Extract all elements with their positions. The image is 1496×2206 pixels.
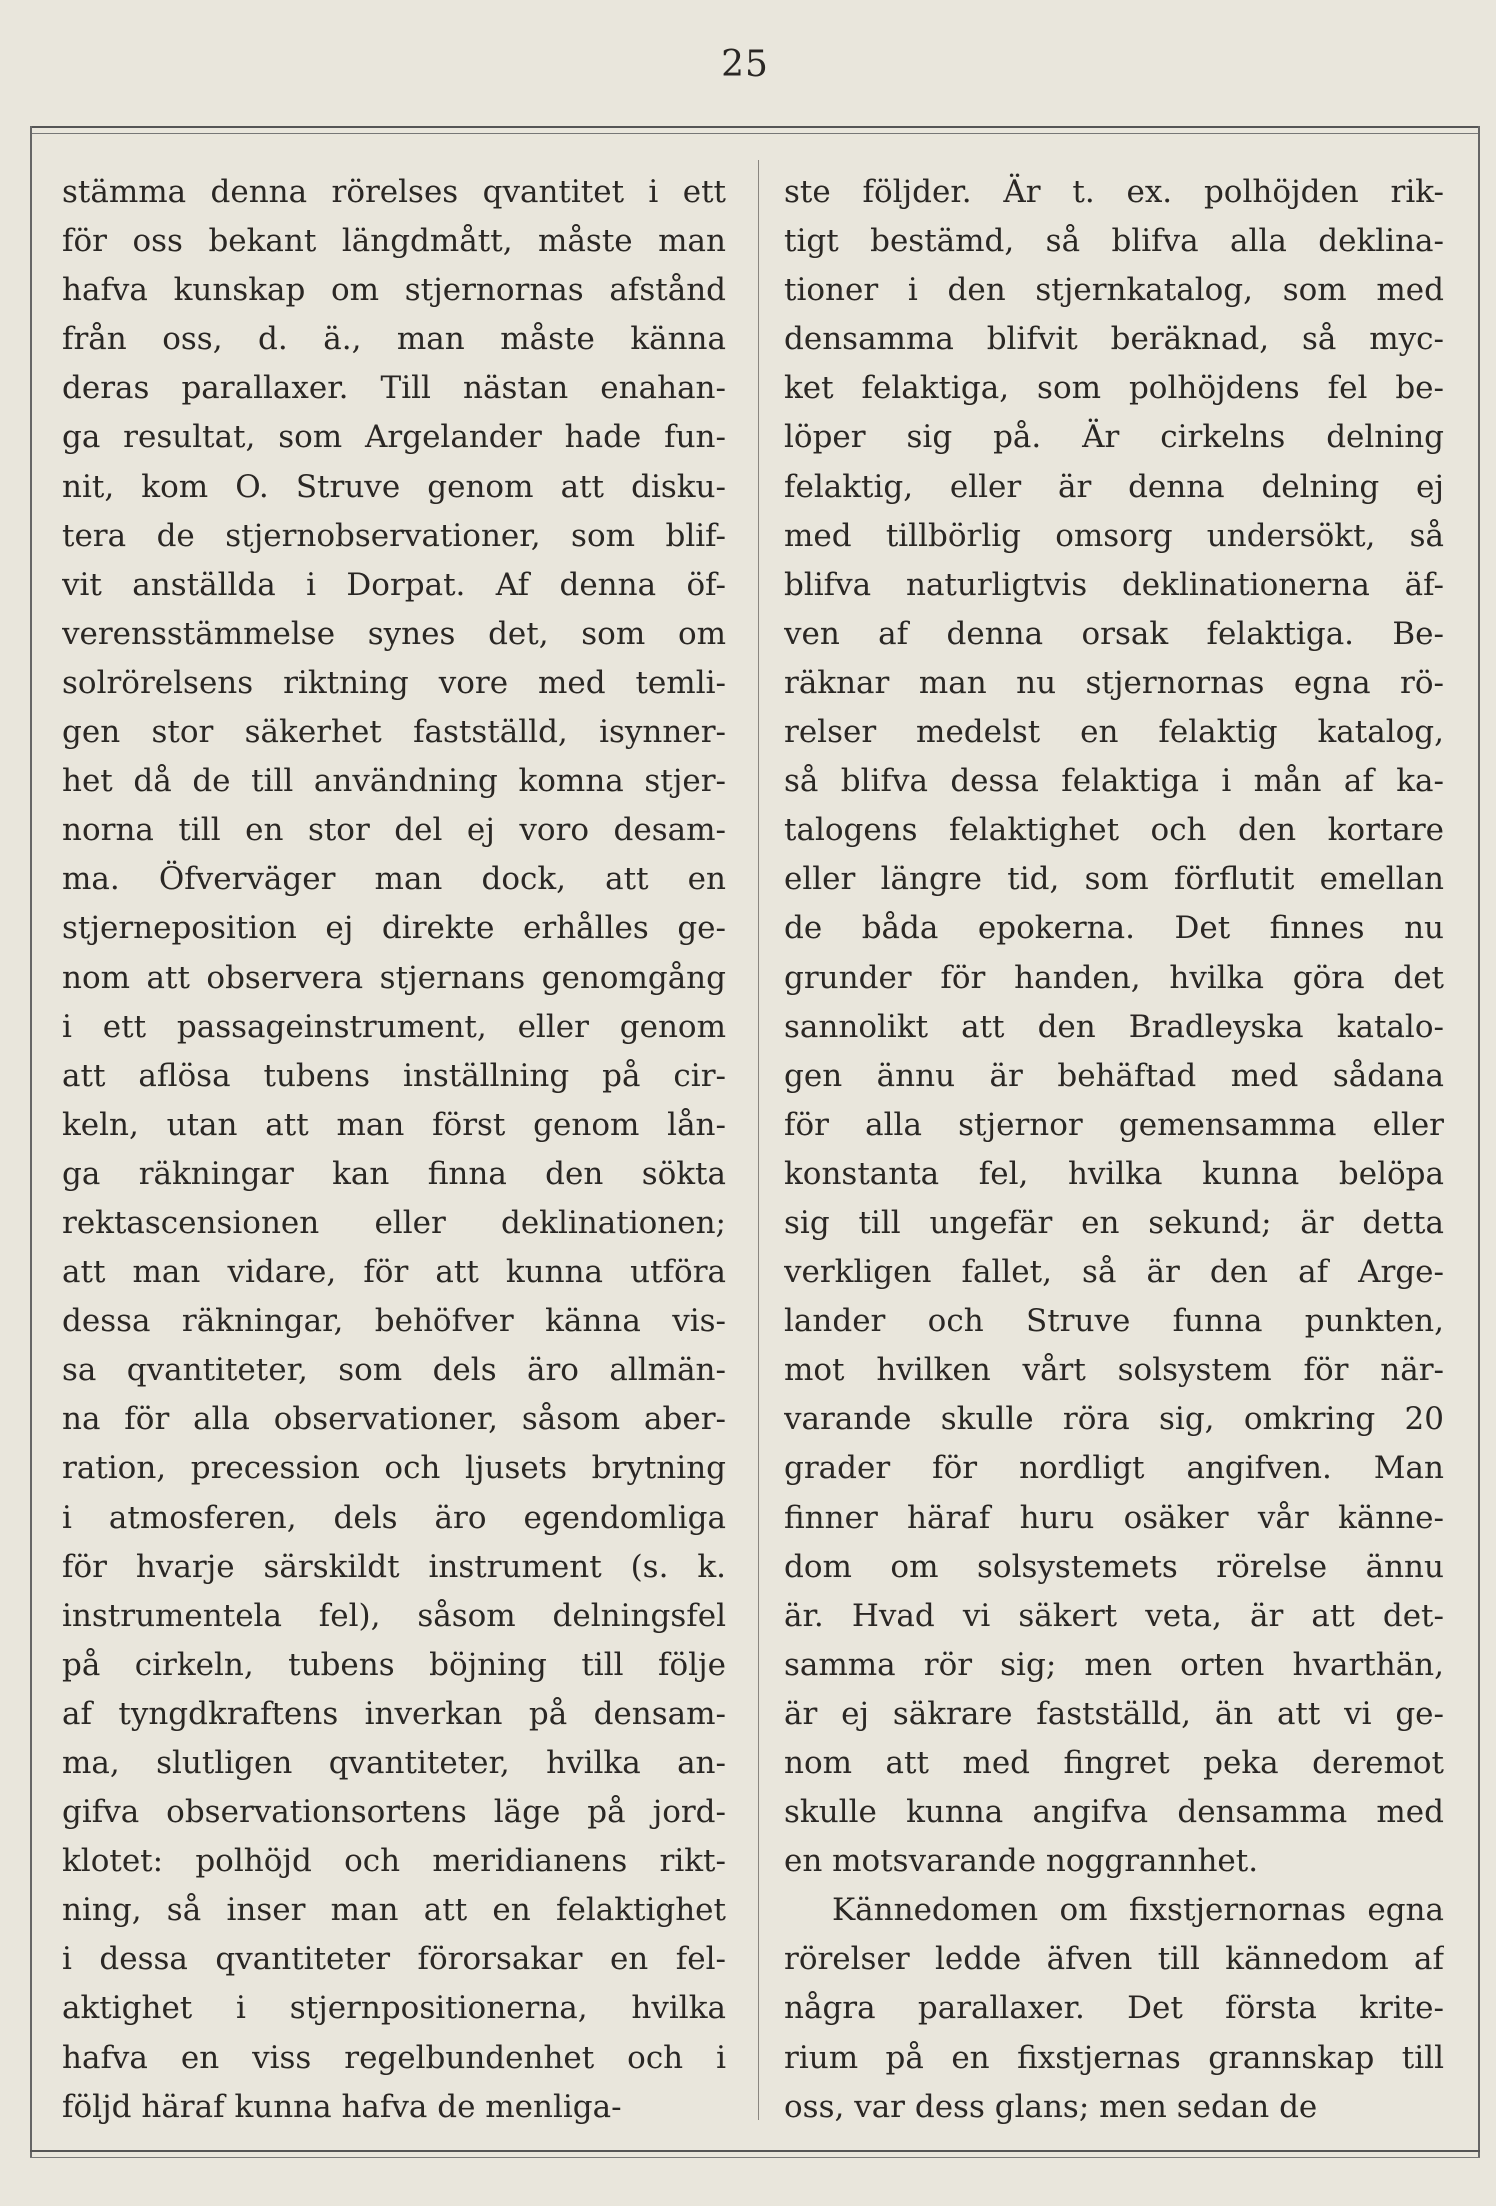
text-line: konstanta fel, hvilka kunna belöpa	[784, 1155, 1444, 1192]
text-line: norna till en stor del ej voro desam-	[62, 812, 726, 849]
column-divider	[758, 160, 759, 2120]
bottom-border-rule	[30, 2150, 1480, 2152]
text-line: följd häraf kunna hafva de menliga-	[62, 2088, 622, 2125]
text-line: nom att observera stjernans genomgång	[62, 959, 726, 996]
text-line: stjerneposition ej direkte erhålles ge-	[62, 910, 726, 947]
text-line: klotet: polhöjd och meridianens rikt-	[62, 1843, 726, 1880]
text-line: i dessa qvantiteter förorsakar en fel-	[62, 1941, 726, 1978]
text-line: i ett passageinstrument, eller genom	[62, 1008, 726, 1045]
text-line: hafva en viss regelbundenhet och i	[62, 2039, 726, 2076]
text-line: att aflösa tubens inställning på cir-	[62, 1057, 726, 1094]
text-line: ration, precession och ljusets brytning	[62, 1450, 726, 1487]
text-line: densamma blifvit beräknad, så myc-	[784, 321, 1444, 358]
text-line: felaktig, eller är denna delning ej	[784, 468, 1444, 505]
text-line: ste följder. Är t. ex. polhöjden rik-	[784, 174, 1444, 210]
text-line: nom att med fingret peka deremot	[784, 1745, 1444, 1781]
text-line: tigt bestämd, så blifva alla deklina-	[784, 223, 1444, 260]
text-line: gen ännu är behäftad med sådana	[784, 1057, 1444, 1094]
text-line: så blifva dessa felaktiga i mån af ka-	[784, 763, 1444, 800]
page-number: 25	[721, 44, 769, 85]
text-line: aktighet i stjernpositionerna, hvilka	[62, 1990, 726, 2027]
text-line: i atmosferen, dels äro egendomliga	[62, 1499, 726, 1536]
text-line: är ej säkrare fastställd, än att vi ge-	[784, 1695, 1444, 1732]
text-line: talogens felaktighet och den kortare	[784, 812, 1444, 849]
text-line: solrörelsens riktning vore med temli-	[62, 664, 726, 701]
top-border-rule-inner	[30, 133, 1480, 134]
text-line: vit anställda i Dorpat. Af denna öf-	[62, 566, 726, 603]
text-line: sig till ungefär en sekund; är detta	[784, 1204, 1444, 1241]
text-line: instrumentela fel), såsom delningsfel	[62, 1597, 726, 1634]
bottom-border-rule-inner	[30, 2157, 1480, 2158]
text-line: lander och Struve funna punkten,	[784, 1303, 1444, 1340]
text-line: dom om solsystemets rörelse ännu	[784, 1548, 1444, 1585]
text-line: blifva naturligtvis deklinationerna äf-	[784, 566, 1444, 603]
text-line: eller längre tid, som förflutit emellan	[784, 861, 1444, 898]
text-line: är. Hvad vi säkert veta, är att det-	[784, 1597, 1444, 1634]
text-line: finner häraf huru osäker vår känne-	[784, 1499, 1444, 1536]
text-line: gen stor säkerhet fastställd, isynner-	[62, 714, 726, 751]
top-border-rule	[30, 126, 1480, 128]
text-line: med tillbörlig omsorg undersökt, så	[784, 517, 1444, 554]
text-line: sannolikt att den Bradleyska katalo-	[784, 1008, 1444, 1045]
text-line: relser medelst en felaktig katalog,	[784, 714, 1444, 751]
text-line: keln, utan att man först genom lån-	[62, 1106, 726, 1143]
right-text-column	[784, 168, 1444, 2132]
text-line: för alla stjernor gemensamma eller	[784, 1106, 1444, 1143]
text-line: grader för nordligt angifven. Man	[784, 1450, 1444, 1487]
text-line: för hvarje särskildt instrument (s. k.	[62, 1548, 726, 1585]
text-line: varande skulle röra sig, omkring 20	[784, 1401, 1444, 1438]
text-line: tera de stjernobservationer, som blif-	[62, 517, 726, 554]
text-line: deras parallaxer. Till nästan enahan-	[62, 370, 726, 407]
text-line: de båda epokerna. Det finnes nu	[784, 910, 1444, 947]
text-line: stämma denna rörelses qvantitet i ett	[62, 174, 726, 210]
text-line: att man vidare, för att kunna utföra	[62, 1254, 726, 1291]
left-border-rule	[30, 126, 32, 2157]
text-line: skulle kunna angifva densamma med	[784, 1794, 1444, 1831]
text-line: verkligen fallet, så är den af Arge-	[784, 1254, 1444, 1291]
text-line: samma rör sig; men orten hvarthän,	[784, 1646, 1444, 1683]
text-line: Kännedomen om fixstjernornas egna	[832, 1892, 1444, 1929]
text-line: några parallaxer. Det första krite-	[784, 1990, 1444, 2027]
left-text-column	[62, 168, 726, 2132]
text-line: ket felaktiga, som polhöjdens fel be-	[784, 370, 1444, 407]
text-line: gifva observationsortens läge på jord-	[62, 1794, 726, 1831]
text-line: tioner i den stjernkatalog, som med	[784, 272, 1444, 309]
text-line: ven af denna orsak felaktiga. Be-	[784, 615, 1444, 652]
text-line: rörelser ledde äfven till kännedom af	[784, 1941, 1444, 1978]
text-line: rektascensionen eller deklinationen;	[62, 1204, 726, 1241]
text-line: ning, så inser man att en felaktighet	[62, 1892, 726, 1929]
text-line: sa qvantiteter, som dels äro allmän-	[62, 1352, 726, 1389]
text-line: ga räkningar kan finna den sökta	[62, 1155, 726, 1192]
text-line: ma, slutligen qvantiteter, hvilka an-	[62, 1745, 726, 1781]
text-line: nit, kom O. Struve genom att disku-	[62, 468, 726, 505]
text-line: na för alla observationer, såsom aber-	[62, 1401, 726, 1438]
text-line: mot hvilken vårt solsystem för när-	[784, 1352, 1444, 1389]
right-border-rule	[1478, 126, 1480, 2157]
text-line: räknar man nu stjernornas egna rö-	[784, 664, 1444, 701]
text-line: oss, var dess glans; men sedan de	[784, 2088, 1318, 2125]
text-line: hafva kunskap om stjernornas afstånd	[62, 272, 726, 309]
text-line: grunder för handen, hvilka göra det	[784, 959, 1444, 996]
text-line: från oss, d. ä., man måste känna	[62, 321, 726, 358]
text-line: ga resultat, som Argelander hade fun-	[62, 419, 726, 456]
text-line: en motsvarande noggrannhet.	[784, 1843, 1259, 1880]
text-line: het då de till användning komna stjer-	[62, 763, 726, 800]
text-line: verensstämmelse synes det, som om	[62, 615, 726, 652]
text-line: dessa räkningar, behöfver känna vis-	[62, 1303, 726, 1340]
text-line: ma. Öfverväger man dock, att en	[62, 861, 726, 898]
text-line: för oss bekant längdmått, måste man	[62, 223, 726, 260]
text-line: på cirkeln, tubens böjning till följe	[62, 1646, 726, 1683]
text-line: rium på en fixstjernas grannskap till	[784, 2039, 1444, 2076]
text-line: af tyngdkraftens inverkan på densam-	[62, 1695, 726, 1732]
text-line: löper sig på. Är cirkelns delning	[784, 419, 1444, 456]
